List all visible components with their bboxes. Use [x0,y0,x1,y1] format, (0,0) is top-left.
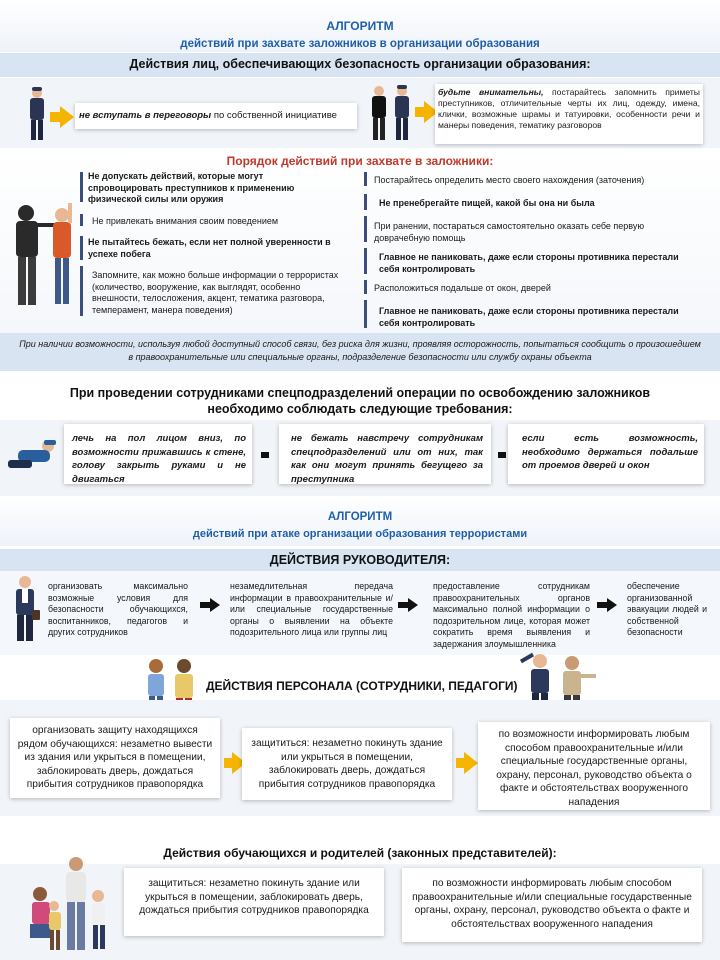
leader-arrow-3-body [597,602,607,608]
leader-figure [10,574,40,644]
requirement-box-3 [508,424,704,484]
students-step-2: по возможности информировать любым способом правоохранительные и/или специальные государственные органы, охрану, персонал, руководство объекта о факте и обстоятельствах вооруженного нападения [412,878,692,930]
staff-step-2: защититься: незаметно покинуть здание или укрыться в помещении, заблокировать дверь, дождаться прибытия сотрудников правопорядка [251,738,443,790]
right-item-1: Постарайтесь определить место своего нахождения (заточения) [374,175,645,185]
leader-arrow-2-body [398,602,408,608]
no-negotiation-bold: не вступать в переговоры [79,110,212,121]
right-bullet-4 [364,248,367,274]
be-attentive-box [435,84,703,144]
left-bullet-3 [80,236,83,260]
staff-box-1 [10,718,220,798]
right-item-2: Не пренебрегайте пищей, какой бы она ни была [379,198,595,208]
arrow-k-2 [498,452,506,458]
no-negotiation-rest: по собственной инициативе [213,110,337,121]
left-item-2: Не привлекать внимания своим поведением [92,216,279,226]
staff-heading: ДЕЙСТВИЯ ПЕРСОНАЛА (СОТРУДНИКИ, ПЕДАГОГИ) [206,679,518,693]
requirement-box-2 [279,424,491,484]
left-bullet-4 [80,266,83,316]
right-bullet-2 [364,194,367,210]
right-bullet-3 [364,216,367,242]
leader-heading: ДЕЙСТВИЯ РУКОВОДИТЕЛЯ: [269,553,451,567]
staff-step-1: организовать защиту находящихся рядом обучающихся: незаметно вывести из здания или укрыться в помещении, заблокировать дверь, дождаться прибытия сотрудников правопорядка [17,725,213,790]
leader-step-4: обеспечение организованной эвакуации людей и собственной безопасности [627,581,707,637]
left-item-3: Не пытайтесь бежать, если нет полной уверенности в успехе побега [88,237,331,259]
guard-with-radio-figure [370,84,414,144]
leader-arrow-1-head [210,598,220,612]
security-heading: Действия лиц, обеспечивающих безопасность организации образования: [129,57,591,71]
left-bullet-2 [80,214,83,226]
staff-step-3: по возможности информировать любым способом правоохранительные и/или специальные государственные органы, охрану, персонал, руководство объекта о факте и обстоятельствах вооруженного нападения [496,729,692,808]
no-negotiation-box [75,103,357,129]
students-box-1 [124,868,384,936]
arrow-1-head [60,106,74,128]
family-figure [22,856,112,954]
left-bullet-1 [80,172,83,202]
left-item-1: Не допускать действий, которые могут спровоцировать преступников к применению физической силы или оружия [88,171,295,204]
requirement-text-3: если есть возможность, необходимо держаться подальше от проемов дверей и окон [522,433,698,471]
guard-figure-left [26,86,48,144]
staff-arrow-1-body [224,758,232,768]
staff-arrow-2-body [456,758,464,768]
right-item-4: Главное не паниковать, даже если стороны противника перестали себя контролировать [379,252,679,274]
special-forces-heading-1: При проведении сотрудниками спецподразделений операции по освобождению заложников [69,386,651,400]
staff-box-3 [478,722,710,810]
be-attentive-rest: постарайтесь запомнить приметы преступников, отличительные черты их лиц, одежду, имена, клички, возможные шрамы и татуировки, особенности речи и манеры поведения, тематику разговоров [438,87,700,130]
right-item-3: При ранении, постараться самостоятельно оказать себе первую доврачебную помощь [374,221,645,243]
be-attentive-bold: будьте внимательны, [438,87,544,97]
arrow-k-1 [261,452,269,458]
algorithm-subtitle-2: действий при атаке организации образования террористами [192,528,528,540]
staff-arrow-2-head [464,752,478,774]
leader-step-3: предоставление сотрудникам правоохранительных органов максимально полной информации о подозрительном лице, которая может сократить время выявления и задержания злоумышленника [433,581,590,649]
students-step-1: защититься: незаметно покинуть здание или укрыться в помещении, заблокировать дверь, дождаться прибытия сотрудников правопорядка [139,878,369,916]
requirement-box-1 [64,424,252,484]
right-bullet-1 [364,172,367,186]
leader-arrow-2-head [408,598,418,612]
left-item-4: Запомните, как можно больше информации о террористах (количество, вооружение, как выглядят, особенно внешности, телосложения, акцент, тематика разговора, темперамент, манера поведения) [92,270,339,315]
lying-person-figure [6,436,68,476]
right-item-6: Главное не паниковать, даже если стороны противника перестали себя контролировать [379,306,679,328]
special-forces-heading-2: необходимо соблюдать следующие требования: [207,402,513,416]
algorithm-subtitle-1: действий при захвате заложников в организации образования [180,38,540,50]
leader-step-1: организовать максимально возможные условия для безопасности обучающихся, воспитанников, педагогов и других сотрудников [48,581,188,637]
staff-box-2 [242,728,452,800]
leader-arrow-1-body [200,602,210,608]
arrow-1-body [50,112,60,122]
right-item-5: Расположиться подальше от окон, дверей [374,283,551,293]
requirement-text-1: лечь на пол лицом вниз, по возможности прижавшись к стене, голову закрыть руками и не двигаться [72,433,246,485]
algorithm-title-1: АЛГОРИТМ [326,19,394,33]
hostage-procedure-heading: Порядок действий при захвате в заложники: [226,154,494,168]
right-bullet-5 [364,280,367,294]
students-heading: Действия обучающихся и родителей (законных представителей): [163,846,557,860]
hostage-scene-illustration [8,185,82,315]
leader-arrow-3-head [607,598,617,612]
leader-step-2: незамедлительная передача информации в правоохранительные и/или специальные государственные органы о выявлении на объекте подозрительного лица или группы лиц [230,581,393,637]
students-box-2 [402,868,702,942]
algorithm-title-2: АЛГОРИТМ [327,511,393,523]
right-bullet-6 [364,300,367,328]
contact-note: При наличии возможности, используя любой доступный способ связи, без риска для жизни, проявляя осторожность, попытаться сообщить о произошедшем в правоохранительные или специальные органы, подразделение безопасности или службу охраны объекта [19,339,701,362]
requirement-text-2: не бежать навстречу сотрудникам спецподразделений или от них, так как они могут принять бегущего за преступника [291,433,483,485]
